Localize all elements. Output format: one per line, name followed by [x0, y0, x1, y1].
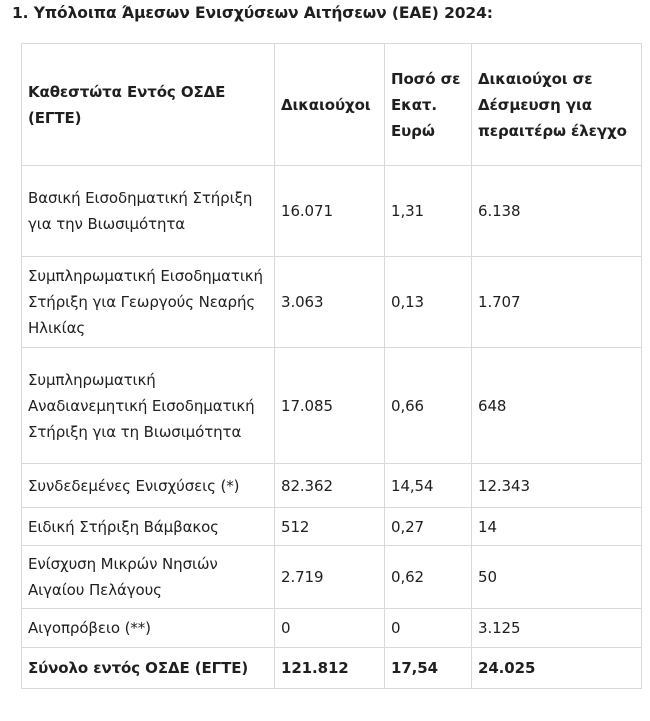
cell-amount: 0,27 — [385, 508, 472, 546]
table-row — [22, 546, 642, 609]
cell-scheme: Αιγοπρόβειο (**) — [22, 609, 275, 648]
cell-beneficiaries: 82.362 — [275, 464, 385, 508]
cell-scheme: Συνδεδεμένες Ενισχύσεις (*) — [22, 464, 275, 508]
cell-amount: 0,13 — [385, 257, 472, 348]
header-on-hold: Δικαιούχοι σε Δέσμευση για περαιτέρω έλεγχο — [472, 44, 642, 166]
table-row — [22, 609, 642, 648]
table-row — [22, 508, 642, 546]
cell-on-hold: 50 — [472, 546, 642, 609]
cell-beneficiaries: 3.063 — [275, 257, 385, 348]
cell-on-hold: 648 — [472, 348, 642, 464]
cell-beneficiaries: 0 — [275, 609, 385, 648]
table-row — [22, 464, 642, 508]
cell-on-hold: 12.343 — [472, 464, 642, 508]
cell-beneficiaries: 17.085 — [275, 348, 385, 464]
cell-scheme: Συμπληρωματική Εισοδηματική Στήριξη για Γεωργούς Νεαρής Ηλικίας — [22, 257, 275, 348]
cell-amount: 0 — [385, 609, 472, 648]
header-amount: Ποσό σε Εκατ. Ευρώ — [385, 44, 472, 166]
cell-on-hold: 3.125 — [472, 609, 642, 648]
cell-beneficiaries: 512 — [275, 508, 385, 546]
table-total-row — [22, 648, 642, 689]
subsidy-balances-table — [21, 43, 642, 689]
table-header-row — [22, 44, 642, 166]
total-label: Σύνολο εντός ΟΣΔΕ (ΕΓΤΕ) — [22, 648, 275, 689]
table-row — [22, 166, 642, 257]
total-on-hold: 24.025 — [472, 648, 642, 689]
cell-scheme: Ειδική Στήριξη Βάμβακος — [22, 508, 275, 546]
total-beneficiaries: 121.812 — [275, 648, 385, 689]
cell-scheme: Ενίσχυση Μικρών Νησιών Αιγαίου Πελάγους — [22, 546, 275, 609]
cell-amount: 0,66 — [385, 348, 472, 464]
cell-on-hold: 1.707 — [472, 257, 642, 348]
header-beneficiaries: Δικαιούχοι — [275, 44, 385, 166]
cell-amount: 14,54 — [385, 464, 472, 508]
table-row — [22, 348, 642, 464]
cell-scheme: Συμπληρωματική Αναδιανεμητική Εισοδηματική Στήριξη για τη Βιωσιμότητα — [22, 348, 275, 464]
cell-amount: 0,62 — [385, 546, 472, 609]
cell-beneficiaries: 2.719 — [275, 546, 385, 609]
document-title: 1. Υπόλοιπα Άμεσων Ενισχύσεων Αιτήσεων (ΕΑΕ) 2024: — [12, 4, 493, 22]
cell-on-hold: 6.138 — [472, 166, 642, 257]
cell-scheme: Βασική Εισοδηματική Στήριξη για την Βιωσιμότητα — [22, 166, 275, 257]
header-scheme: Καθεστώτα Εντός ΟΣΔΕ (ΕΓΤΕ) — [22, 44, 275, 166]
cell-beneficiaries: 16.071 — [275, 166, 385, 257]
total-amount: 17,54 — [385, 648, 472, 689]
cell-amount: 1,31 — [385, 166, 472, 257]
cell-on-hold: 14 — [472, 508, 642, 546]
table-row — [22, 257, 642, 348]
